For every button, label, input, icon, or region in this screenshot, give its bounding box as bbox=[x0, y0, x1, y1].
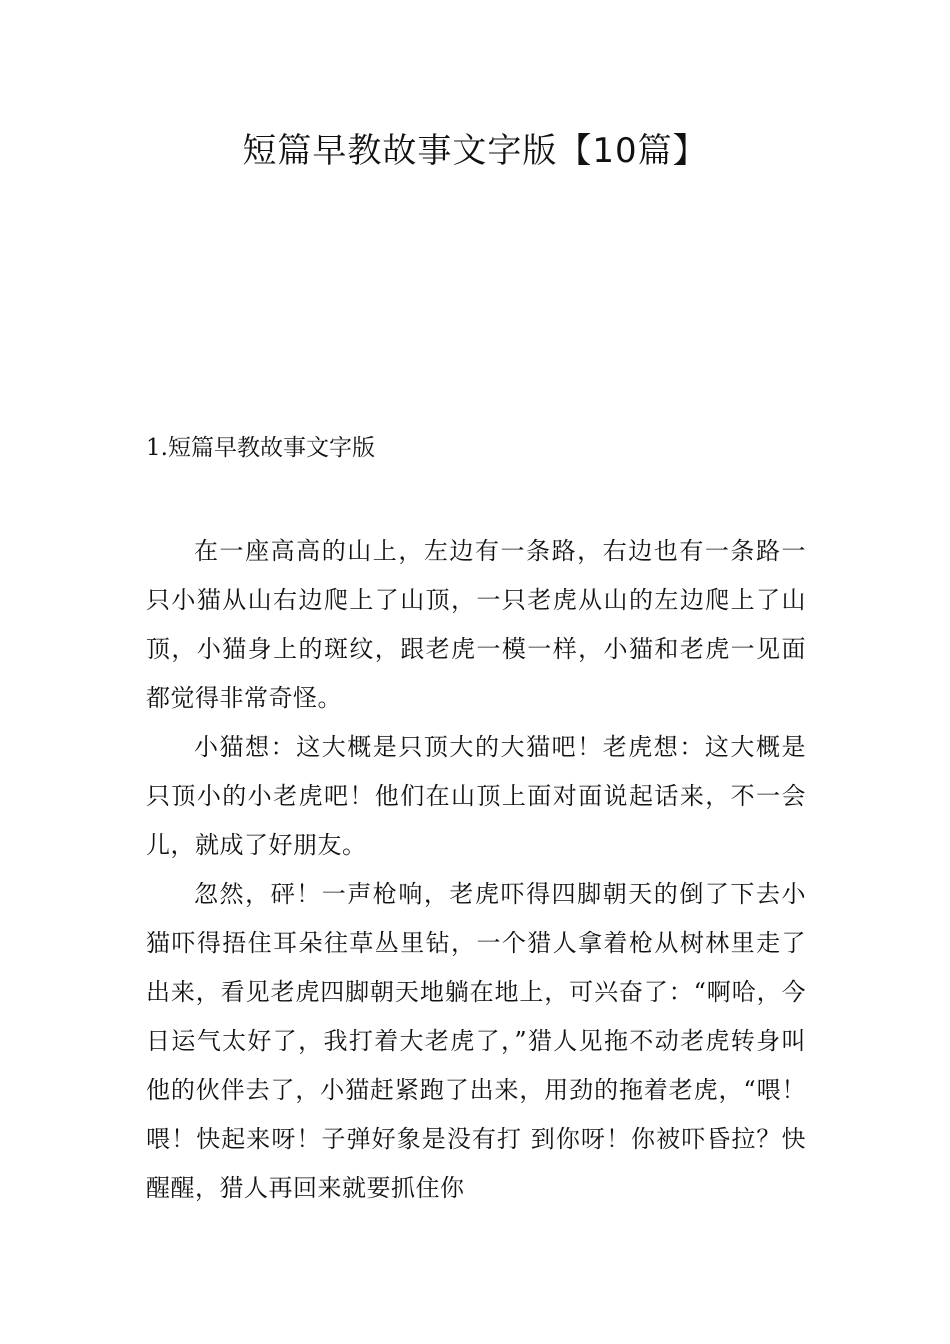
document-title: 短篇早教故事文字版【10篇】 bbox=[242, 131, 708, 171]
section-heading: 1.短篇早教故事文字版 bbox=[146, 435, 375, 461]
story-body bbox=[146, 527, 806, 1213]
story-paragraph-2: 小猫想：这大概是只顶大的大猫吧！老虎想：这大概是只顶小的小老虎吧！他们在山顶上面对面说起话来，不一会儿，就成了好朋友。 bbox=[146, 733, 806, 859]
story-paragraph-1: 在一座高高的山上，左边有一条路，右边也有一条路一只小猫从山右边爬上了山顶，一只老虎从山的左边爬上了山顶，小猫身上的斑纹，跟老虎一模一样，小猫和老虎一见面都觉得非常奇怪。 bbox=[146, 537, 806, 712]
story-paragraph-3: 忽然，砰！一声枪响，老虎吓得四脚朝天的倒了下去小猫吓得捂住耳朵往草丛里钻，一个猎人拿着枪从树林里走了出来，看见老虎四脚朝天地躺在地上，可兴奋了：“啊哈，今日运气太好了，我打着大老虎了，”猎人见拖不动老虎转身叫他的伙伴去了，小猫赶紧跑了出来，用劲的拖着老虎，“喂！喂！快起来呀！子弹好象是没有打 到你呀！你被吓昏拉？快醒醒，猎人再回来就要抓住你 bbox=[146, 880, 806, 1202]
